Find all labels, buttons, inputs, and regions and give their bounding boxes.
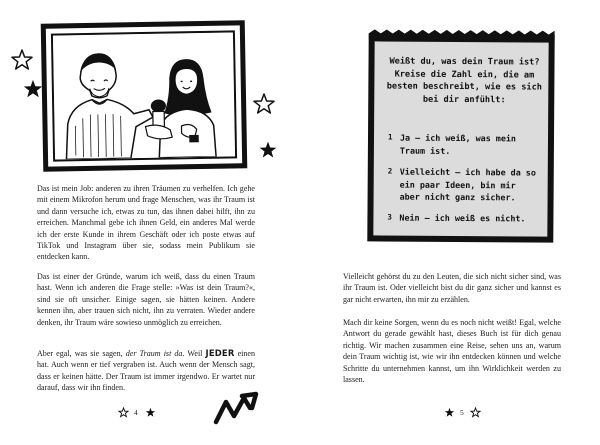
outline-star-icon [118, 407, 129, 418]
outline-star-icon [252, 92, 276, 116]
right-paragraph-2: Mach dir keine Sorgen, wenn du es noch nicht weißt! Egal, welche Antwort du gerade gewählt hast, dieses Buch ist für dich genau richtig. Wir machen zusammen eine Reise, sehen uns an, warum dein Traum wichtig ist, wie wir ihn entdecken können und welche Schritte du unternehmen kannst, um ihn Wirklichkeit werden zu lassen. [343, 318, 561, 385]
card-torn-edge [369, 29, 555, 40]
zigzag-arrow-icon [212, 390, 260, 426]
option-text: Nein – ich weiß es nicht. [399, 212, 526, 224]
left-paragraph-3 [37, 348, 255, 394]
left-paragraph-3-start: Aber egal, was sie sagen, [37, 349, 126, 358]
card-question: Weißt du, was dein Traum ist? Kreise die Zahl ein, die am besten beschreibt, wie es sich bei dir anfühlt: [386, 56, 542, 106]
option-number: 3 [387, 212, 392, 222]
picture-frame [41, 20, 248, 172]
page-number-left: 4 [134, 408, 138, 417]
note-card [367, 33, 554, 242]
left-paragraph-2: Das ist einer der Gründe, warum ich weiß, dass du einen Traum hast. Wenn ich anderen die Frage stelle: »Was ist dein Traum?«, sind sie oft unsicher. Einige sagen, sie hätten keinen. Andere kennen ihn, aber trauen sich nicht, ihn zu verraten. Wieder andere denken, ihr Traum wäre sowieso unmöglich zu erreichen. [37, 272, 255, 327]
outline-star-icon [470, 407, 481, 418]
jeder-handwritten: JEDER [205, 348, 235, 358]
illustration-drawing [53, 32, 235, 159]
option-number: 1 [387, 132, 393, 142]
filled-star-icon [444, 407, 455, 418]
card-option-3 [387, 211, 547, 225]
filled-star-icon [258, 140, 278, 160]
left-paragraph-3-end: einen hat. Auch wenn er tief vergraben ist. Auch wenn der Mensch sagt, dass er keinen hätte. Der Traum ist immer irgendwo. Er wartet nur darauf, dass wir ihn finden. [37, 349, 256, 393]
left-paragraph-1: Das ist mein Job: anderen zu ihren Träumen zu verhelfen. Ich gehe mit einem Mikrofon herum und frage Menschen, was ihr Traum ist und dann versuche ich, etwas zu tun, das ihnen dabei hilft, ihn zu erreichen. Manchmal gebe ich ihnen Geld, ein anderes Mal werde ich der erste Kunde in ihrem Geschäft oder ich poste etwas auf TikTok und Instagram über sie, sodass mein Publikum sie entdecken kann. [37, 184, 255, 262]
option-text: Ja – ich weiß, was mein Traum ist. [399, 132, 517, 156]
filled-star-icon [145, 407, 156, 418]
illustration-two-people [51, 30, 237, 161]
card-option-1 [388, 131, 548, 157]
option-number: 2 [387, 166, 393, 176]
card-body [373, 41, 548, 236]
filled-star-icon [22, 78, 44, 100]
card-option-2 [388, 165, 548, 204]
outline-star-icon [10, 48, 34, 72]
option-text: Vielleicht – ich habe da so ein paar Ideen, bin mir aber nicht ganz sicher. [399, 166, 536, 203]
right-paragraph-1: Vielleicht gehörst du zu den Leuten, die sich nicht sicher sind, was ihr Traum ist. Oder vielleicht bist du dir ganz sicher und kannst es gar nicht erwarten, ihn mir zu erzählen. [343, 272, 561, 304]
page-number-right: 5 [460, 408, 464, 417]
left-paragraph-3-emphasis: der Traum ist da. [125, 349, 185, 358]
left-paragraph-3-mid: Weil [184, 349, 206, 358]
